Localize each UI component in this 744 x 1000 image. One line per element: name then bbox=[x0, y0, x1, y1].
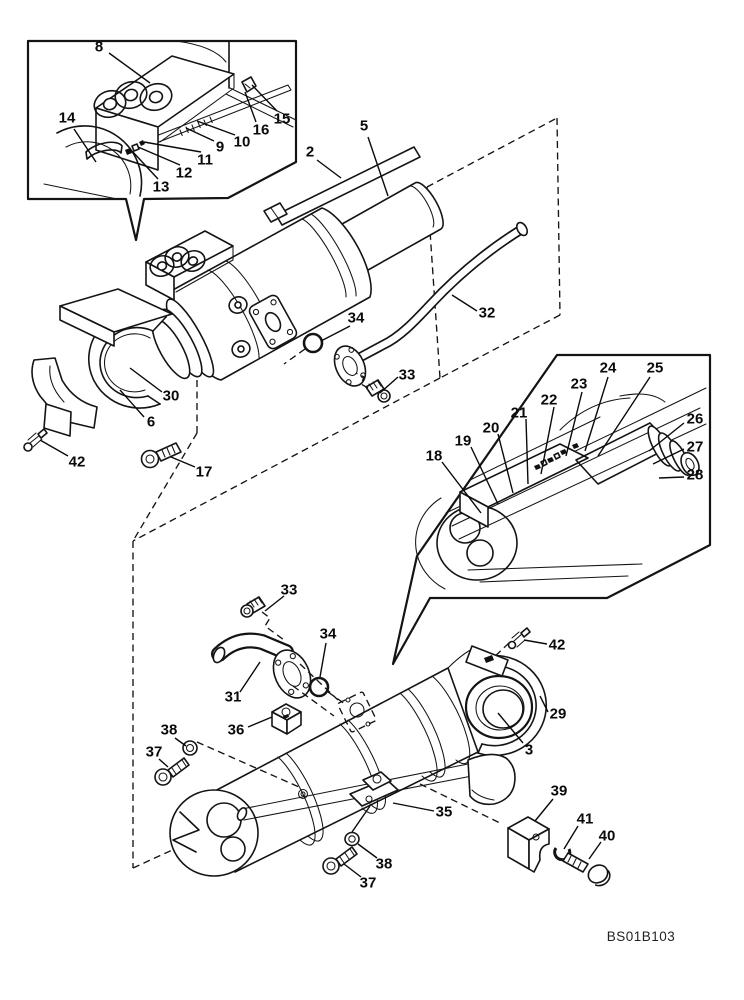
part-callout-38: 38 bbox=[375, 855, 393, 873]
callout-leader-33 bbox=[380, 377, 398, 393]
part-callout-18: 18 bbox=[425, 447, 443, 465]
callout-leader-38 bbox=[358, 844, 377, 858]
part-callout-21: 21 bbox=[510, 404, 528, 422]
part-callout-29: 29 bbox=[549, 705, 567, 723]
part-callout-37: 37 bbox=[359, 874, 377, 892]
grease-fitting-42-upper bbox=[24, 429, 47, 451]
part-callout-27: 27 bbox=[686, 438, 704, 456]
bolt-17 bbox=[142, 443, 182, 468]
part-callout-12: 12 bbox=[175, 164, 193, 182]
callout-leader-42 bbox=[524, 640, 547, 644]
part-callout-25: 25 bbox=[646, 359, 664, 377]
callout-leader-36 bbox=[248, 717, 272, 727]
part-callout-15: 15 bbox=[273, 110, 291, 128]
part-callout-3: 3 bbox=[524, 741, 534, 759]
part-callout-42: 42 bbox=[68, 453, 86, 471]
part-callout-13: 13 bbox=[152, 178, 170, 196]
part-callout-41: 41 bbox=[576, 810, 594, 828]
part-callout-20: 20 bbox=[482, 419, 500, 437]
cylinder-assembly-drawing bbox=[155, 597, 613, 888]
callout-leader-37 bbox=[344, 864, 361, 877]
seal-detail-inset bbox=[28, 38, 296, 240]
part-callout-34: 34 bbox=[347, 309, 365, 327]
callout-leader-31 bbox=[240, 662, 260, 692]
plug-bolt-33-lower bbox=[241, 597, 265, 617]
part-callout-40: 40 bbox=[598, 827, 616, 845]
callout-leader-34 bbox=[321, 326, 350, 341]
part-callout-9: 9 bbox=[215, 138, 225, 156]
grease-fitting-42-lower bbox=[509, 628, 531, 649]
part-callout-34: 34 bbox=[319, 625, 337, 643]
callout-leader-34 bbox=[320, 643, 326, 677]
part-callout-17: 17 bbox=[195, 463, 213, 481]
part-callout-33: 33 bbox=[280, 581, 298, 599]
part-callout-42: 42 bbox=[548, 636, 566, 654]
callout-leader-30 bbox=[130, 368, 162, 392]
part-callout-23: 23 bbox=[570, 375, 588, 393]
part-callout-39: 39 bbox=[550, 782, 568, 800]
callout-leader-41 bbox=[564, 826, 578, 849]
part-callout-8: 8 bbox=[94, 38, 104, 56]
part-callout-22: 22 bbox=[540, 391, 558, 409]
callout-leader-39 bbox=[535, 799, 553, 821]
callout-leader-40 bbox=[589, 842, 601, 859]
part-callout-16: 16 bbox=[252, 121, 270, 139]
callout-leader-2 bbox=[317, 160, 341, 178]
part-callout-32: 32 bbox=[478, 304, 496, 322]
callout-leader-17 bbox=[171, 457, 195, 467]
part-callout-5: 5 bbox=[359, 117, 369, 135]
part-callout-14: 14 bbox=[58, 109, 76, 127]
figure-code: BS01B103 bbox=[606, 929, 676, 944]
callout-leader-35 bbox=[393, 803, 434, 811]
part-callout-6: 6 bbox=[146, 413, 156, 431]
part-callout-35: 35 bbox=[435, 803, 453, 821]
callout-leader-42 bbox=[40, 440, 68, 456]
part-callout-31: 31 bbox=[224, 688, 242, 706]
part-callout-36: 36 bbox=[227, 721, 245, 739]
callout-leader-38 bbox=[175, 738, 186, 746]
part-callout-28: 28 bbox=[686, 466, 704, 484]
part-callout-2: 2 bbox=[305, 143, 315, 161]
part-callout-10: 10 bbox=[233, 133, 251, 151]
part-callout-26: 26 bbox=[686, 410, 704, 428]
part-callout-19: 19 bbox=[454, 432, 472, 450]
callout-leader-32 bbox=[452, 295, 477, 311]
part-callout-24: 24 bbox=[599, 359, 617, 377]
part-callout-30: 30 bbox=[162, 387, 180, 405]
plug-bolt-33-upper bbox=[366, 380, 390, 402]
part-callout-11: 11 bbox=[197, 151, 213, 169]
part-callout-38: 38 bbox=[160, 721, 178, 739]
part-callout-37: 37 bbox=[145, 743, 163, 761]
part-callout-33: 33 bbox=[398, 366, 416, 384]
callout-leader-28 bbox=[659, 477, 684, 478]
